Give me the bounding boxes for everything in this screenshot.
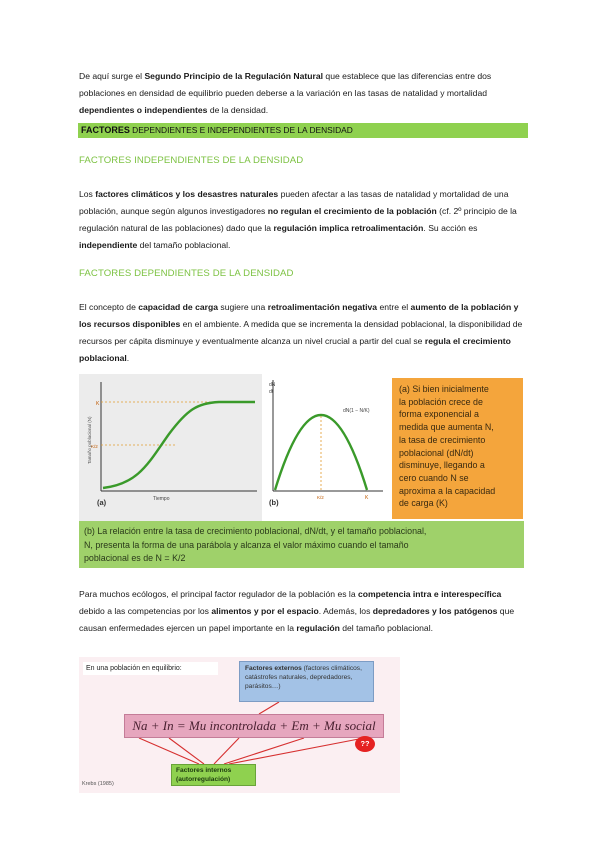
independent-factors-heading: FACTORES INDEPENDIENTES DE LA DENSIDAD: [79, 155, 304, 166]
y-axis-label-bottom: dt: [269, 389, 274, 395]
caption-b-box: [79, 521, 524, 568]
external-arrow: [259, 702, 279, 714]
y-axis-label: Tamaño poblacional (N): [87, 416, 92, 464]
section-banner: FACTORES DEPENDIENTES E INDEPENDIENTES DE LA DENSIDAD: [78, 123, 528, 138]
caption-a-line: forma exponencial a: [399, 409, 479, 420]
caption-a-line: disminuye, llegando a: [399, 460, 485, 471]
caption-a-line: medida que aumenta N,: [399, 422, 494, 433]
logistic-curve-panel: [79, 374, 262, 521]
k-tick-label: K: [96, 401, 100, 407]
caption-b-line: N, presenta la forma de una parábola y alcanza el valor máximo cuando el tamaño: [84, 539, 409, 550]
caption-b-line: (b) La relación entre la tasa de crecimiento poblacional, dN/dt, y el tamaño poblacional,: [84, 526, 427, 536]
equilibrium-equation: Na + In = Mu incontrolada + Em + Mu social: [124, 714, 384, 738]
caption-a-box: [392, 378, 523, 519]
caption-a-line: cero cuando N se: [399, 472, 469, 483]
y-axis-label-top: dN: [269, 382, 276, 388]
question-badge: ??: [355, 736, 375, 752]
k2-tick-label: K/2: [317, 495, 324, 500]
competition-paragraph: Para muchos ecólogos, el principal factor regulador de la población es la competencia intra e interespecífica debido a las competencias por los alimentos y por el espacio. Además, los depredadores y los patógenos que causan enfermedades ejercen un papel importante en la regulación del tamaño poblacional.: [79, 589, 515, 633]
caption-a-line: la población crece de: [399, 396, 483, 407]
caption-a-line: (a) Si bien inicialmente: [399, 384, 489, 394]
caption-a-line: aproxima a la capacidad: [399, 485, 496, 496]
logistic-growth-figure: [79, 374, 524, 521]
internal-link: [139, 738, 199, 764]
independent-factors-paragraph: Los factores climáticos y los desastres naturales pueden afectar a las tasas de natalidad y mortalidad de una población, aunque según algunos investigadores no regulan el crecimiento de la población (cf. 2º principio de la regulación natural de las poblaciones) dado que la regulación implica retroalimentación. Su acción es independiente del tamaño poblacional.: [79, 189, 517, 250]
k-tick-label: K: [365, 495, 369, 501]
panel-b-label: (b): [269, 498, 279, 507]
growth-rate-panel: [265, 374, 395, 521]
dependent-factors-heading: FACTORES DEPENDIENTES DE LA DENSIDAD: [79, 268, 294, 279]
intro-paragraph: De aquí surge el Segundo Principio de la Regulación Natural que establece que las diferencias entre dos poblaciones en densidad de equilibrio pueden deberse a la variación en las tasas de natalidad y mortalidad dependientes o independientes de la densidad.: [79, 71, 492, 115]
equilibrium-diagram: [79, 657, 400, 793]
dependent-factors-paragraph: El concepto de capacidad de carga sugiere una retroalimentación negativa entre el aumento de la población y los recursos disponibles en el ambiente. A medida que se incrementa la densidad poblacional, la disponibilidad de recursos per cápita disminuye y eventualmente alcanza un nivel crucial a partir del cual se regula el crecimiento poblacional.: [79, 302, 523, 363]
x-axis-label: Tiempo: [153, 496, 170, 502]
k2-tick-label: K/2: [91, 444, 98, 449]
internal-link: [169, 738, 204, 764]
caption-a-line: de carga (K): [399, 498, 448, 509]
figure-citation: Krebs (1985): [82, 781, 114, 787]
caption-b-line: poblacional es de N = K/2: [84, 553, 186, 563]
curve-formula-label: dN(1 − N/K): [343, 408, 370, 414]
panel-a-label: (a): [97, 498, 107, 507]
caption-a-line: la tasa de crecimiento: [399, 434, 486, 445]
equilibrium-tag: En una población en equilibrio:: [83, 662, 218, 675]
external-factors-box: Factores externos (factores climáticos, catástrofes naturales, depredadores, parásitos…): [239, 661, 374, 702]
caption-a-line: poblacional (dN/dt): [399, 447, 474, 458]
internal-link: [229, 738, 364, 764]
internal-factors-box: Factores internos (autorregulación): [171, 764, 256, 786]
